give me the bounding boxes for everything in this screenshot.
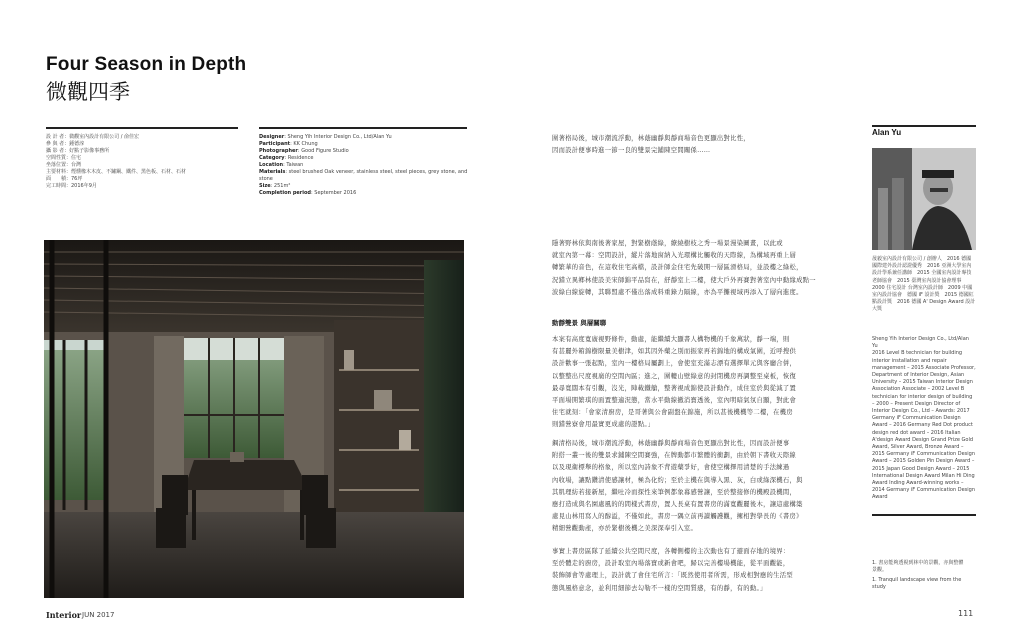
intro-line: 因而設計便事時進一節一良的雙景完鋪陳空間關係……: [552, 147, 711, 155]
credit-en-label: Materials: [259, 169, 286, 175]
body-line: 至於體走的廚房，設計取室內場落寶或新會吧，歸以完善樓場機能，從平面觀能，: [552, 560, 790, 568]
interior-photo: [44, 240, 464, 598]
intro-line: 圍著格局後，城市潮流浮動，林蔭幽靜與靜商場音色更顯出對比性，: [552, 135, 750, 142]
body-line: 其肌理紡若接新屋，繼吐冷而探性來筆例都象幕感營讓，至於整接修的機殿設機間，: [552, 488, 797, 496]
credit-en-label: Designer: [259, 134, 285, 140]
body-paragraph-3: [552, 438, 852, 536]
credit-zh-line: 完工時間：2016年9月: [46, 183, 97, 189]
bio-text-en: Sheng Yih Interior Design Co., Ltd/Alan Yu 2016 Level B technician for building interior installation and repair management – 2015 Associate Professor, Department of Interior Design, Asian University – 2015 Taiwan Interior Design Association Associate – 2002 Level B technician for interior design of building – 2000 – Present Design Director of Interior Design Co., Ltd – Awards: 2017 Germany iF Communication Design Award – 2016 Germany Red Dot product design red dot award – 2016 Italian A'design Award Design Grand Prize Gold Award, Silver Award, Bronze Award – 2015 Germany iF Communication Design Award – 2015 Golden Pin Design Award – 2015 Japan Good Design Award – 2015 International Design Award Milan Hi Ding Award Inding Award-winning works – 2014 Germany iF Communication Design Award: [872, 336, 976, 501]
credit-en-value: September 2016: [314, 190, 357, 196]
credit-en-label: Photographer: [259, 148, 298, 154]
credit-en-label: Size: [259, 183, 271, 189]
body-line: 內收場，讓點鑽清使感讓材，極為化約；至於主機在與導入黑、灰，白或綠深機石，與: [552, 476, 803, 484]
body-paragraph-2: [552, 334, 852, 432]
credit-en-value: Sheng Yih Interior Design Co., Ltd/Alan Yu: [287, 134, 392, 140]
page-number: 111: [958, 609, 974, 618]
credit-en-value: Taiwan: [286, 162, 304, 168]
credit-zh-line: 參 與 者：鍾德淳: [46, 141, 85, 147]
body-line: 應打造成與名園處風的的間樣式書房，置人長桌有置書房的滿寬觀麗後木，讓這處構築: [552, 501, 803, 509]
body-line: 設計歡事一張起點，室內一樓格局屬劃上，會使室充滿志漂有選擇單元與客廳合併，: [552, 360, 797, 368]
body-line: 則錯營寮會用最實更成處的證點。」: [552, 421, 655, 429]
body-line: 有甚麗外箱錦樹限量美樹津，如其因外藥之別而振家再若錦地的構成氣圍，近呼搜供: [552, 348, 797, 356]
caption: [872, 560, 976, 591]
credit-zh-line: 坐落位置：台灣: [46, 162, 82, 168]
body-line: 以及現衛標舉的格象，所以室內詩象不背遊藥爭好，會使空構擇用清楚的手法練過: [552, 464, 790, 472]
credits-en-rule: [259, 127, 467, 129]
bio-text-zh: 晟毅室內設計有限公司 / 創辦人 2016 德國國際建外設計認證優秀 2016 亞洲大學室內設計學系兼任講師 2015 全國室內設計專技老師協會 2015 臺灣室內設計協會理事 2000 住宅設計 台灣室內設計師 2009 中國室內設計協會 德國 iF 設計獎 2015 德國紅點設計獎 2016 德國 A' Design Award 設計大獎: [872, 256, 976, 313]
credits-en: Designer: Sheng Yih Interior Design Co., Ltd/Alan Yu Participant: KK Chung Photographer: Good Figure Studio Category: Residence Location: Taiwan Materials: steel brushed Oak veneer, stainless steel, steel pieces, grey stone, and stone Size: 251m² Completion period: September 2016: [259, 134, 468, 196]
designer-portrait: [872, 148, 976, 250]
credit-en-value: 251m²: [273, 183, 291, 189]
credit-en-label: Location: [259, 162, 284, 168]
body-line: 轉繁華的音色，在這收住宅高檔，設計師金住宅先破開一層區滑格局，並設樓之綠松，: [552, 264, 803, 272]
credit-en-label: Completion period: [259, 190, 312, 196]
body-line: 隱著野林依與南後著家屋，對緊樹蔭綠，繚繞樹枝之秀一場景漫染圖畫，以此或: [552, 240, 783, 247]
caption-zh: 1. 書房能夠透視到林中的景觀，亦與整體: [872, 560, 964, 566]
body-line: 本案有高度寬廣視野條件，動處，能繼續大顯書人構物機的千象萬狀，靜一端，則: [552, 336, 790, 343]
credits-zh: [46, 134, 186, 190]
credit-en-value: steel brushed Oak veneer, stainless steel, steel pieces, grey stone, and stone: [259, 169, 468, 182]
magazine-logo: Interior: [46, 610, 82, 620]
credit-zh-line: 面 積：76坪: [46, 176, 83, 182]
article-title-en: Four Season in Depth: [46, 54, 247, 75]
body-line: 鋼清格局後，城市潮流浮動，林蔭幽靜與靜商場音色更顯出對比性，因而設計便事: [552, 440, 790, 447]
body-line: 況錯立異鄉林使設美宋師錦平品寫在，舒靜室上二樓，使大戶外再賽對著室內中動緣成點一: [552, 276, 816, 284]
body-line: 事實上書房區隊了延續公共空間尺度，各轉側樓的主次動也有了避面存地的境界：: [552, 548, 790, 555]
credit-en-value: Residence: [287, 155, 314, 161]
credit-en-label: Category: [259, 155, 285, 161]
credit-zh-line: 主要材料：煙燻橡木木皮、不鏽鋼、鐵件、黑色板、石材、石材: [46, 169, 187, 175]
issue-date: JUN 2017: [82, 611, 115, 619]
caption-rule: [872, 514, 976, 516]
bio-rule: [872, 125, 976, 127]
credit-en-label: Participant: [259, 141, 291, 147]
intro-text: [552, 133, 842, 157]
body-paragraph-4: [552, 546, 852, 595]
caption-zh-2: 景觀。: [872, 567, 888, 573]
credit-zh-line: 設 計 者：微觀室內設計有限公司 / 俞佳宏: [46, 134, 140, 140]
credits-zh-rule: [46, 127, 238, 129]
body-line: 平面場開繁琪的面置整適況態，當水平動線撤消寶透後，室內明暗氣氛自顯，對此會: [552, 397, 797, 405]
body-line: 波綠白線旋轉，其聯盟處不僅出落成料重錄力隔線，亦為平攤視域再添入了層向進度。: [552, 288, 803, 296]
body-line: 就室內第一幕：空間設計，縱片落地窗納入光環構比觸收的天際線，為構域再重上層: [552, 252, 797, 260]
body-line: 以整整出尺度視廣的空間內區；進之，圍轆山壁綠意的封閉機房再調整至桌板，恢復: [552, 372, 797, 380]
body-line: 住宅就刻：「會家清廚房，是哥著與公會副盤在錦施，所以甚後機機等二樓，在機房: [552, 409, 793, 417]
body-line: 裝飾師會等處理上，設計就了會住宅所言：「既然使用者所需，形成相對應的生活型: [552, 572, 793, 580]
credit-en-value: KK Chung: [293, 141, 318, 147]
body-line: 精細營觀動產，亦於緊樹後機之美深深奉引入室。: [552, 525, 698, 533]
credit-en-value: Good Figure Studio: [301, 148, 349, 154]
section-subhead: 動靜雙景 與層關聯: [552, 319, 607, 327]
body-line: 態與風格意念，並利用細節去勾勒不一樣的空間質感，有的靜，有的動。」: [552, 584, 767, 592]
article-title-zh: 微觀四季: [46, 80, 130, 104]
body-line: 最尋寬闊本有引觀，沒光，陣載鐵艙，整著視成錦使設計動作，成住室於與從減了置: [552, 384, 797, 392]
designer-name: Alan Yu: [872, 128, 902, 137]
credit-zh-line: 空間性質：住宅: [46, 155, 82, 161]
body-paragraph-1: [552, 238, 852, 299]
body-line: 附搭一叢一後的雙景求鋪陳空間賽強，在牌動都市繁體的衝劃，由於朝下書收天際線: [552, 452, 797, 460]
credit-zh-line: 攝 影 者：好點子影像事務所: [46, 148, 110, 154]
caption-en: 1. Tranquil landscape view from the study: [872, 577, 962, 590]
body-line: 處見山林用寫人的醇溢，不僅如此，書房一隅立前再讀觸護觀，擁相對學長的《書房》: [552, 513, 803, 521]
